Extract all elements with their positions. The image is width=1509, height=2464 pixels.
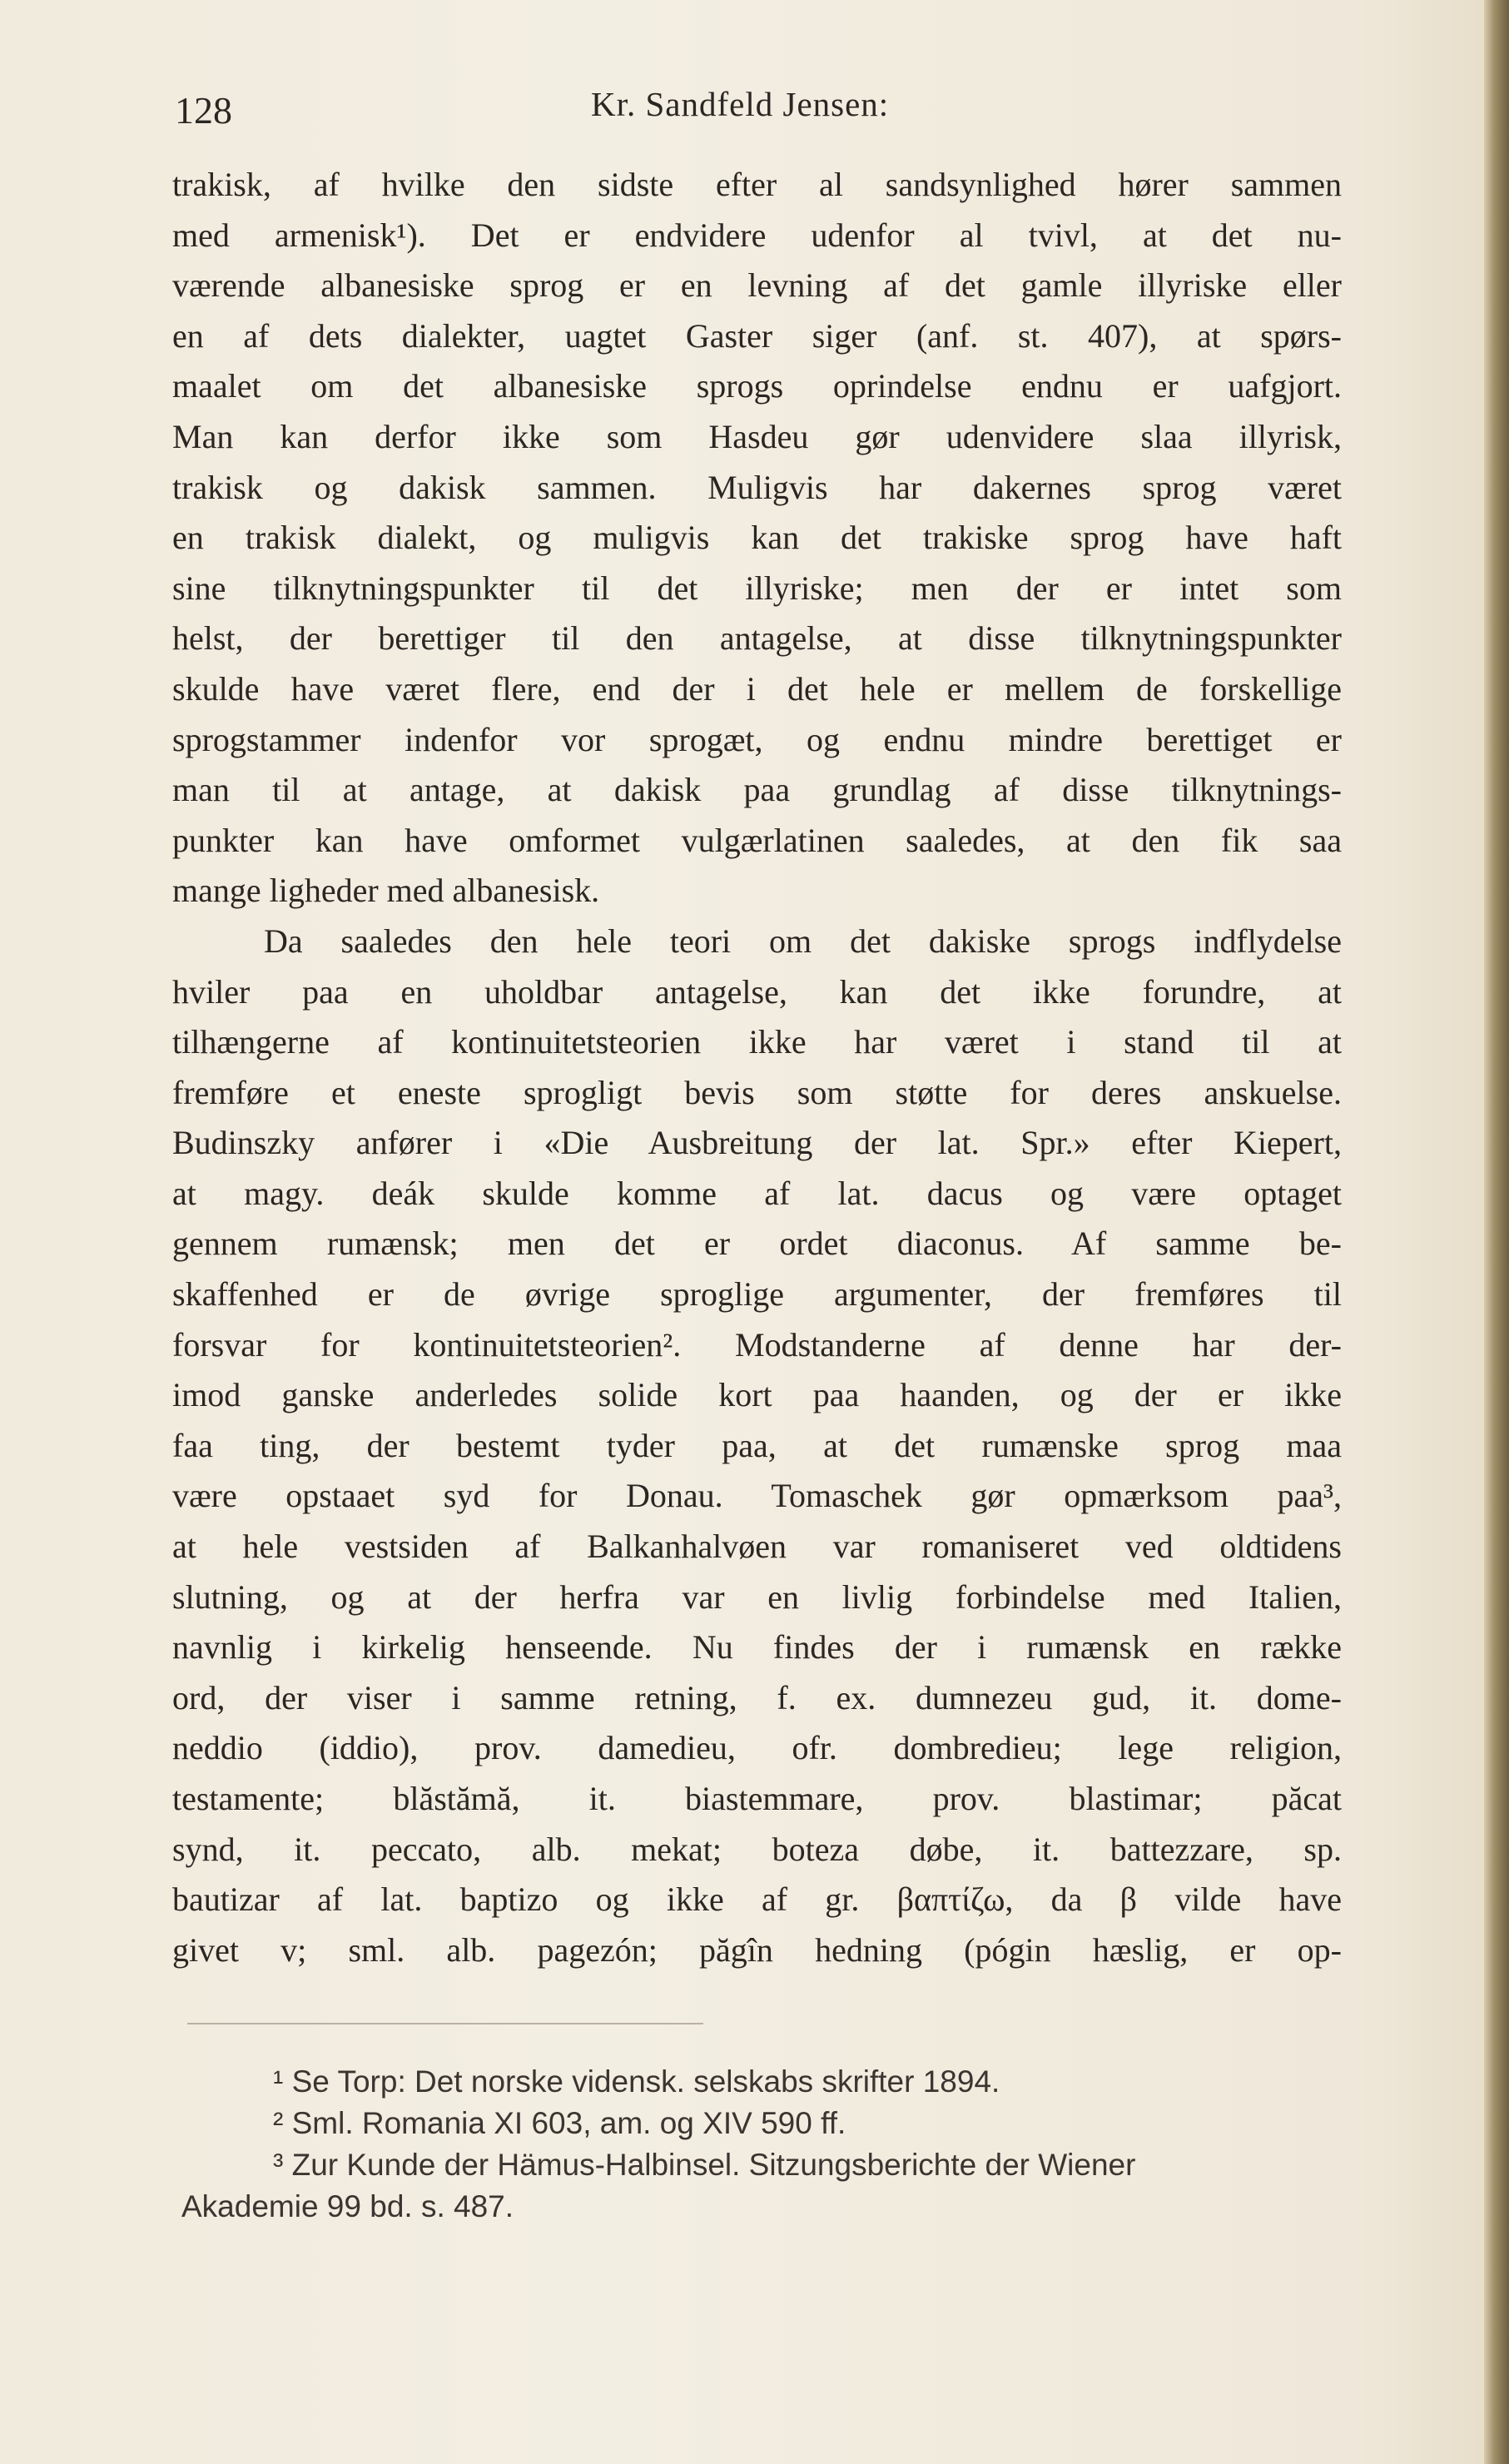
text-line: slutning, og at der herfra var en livlig forbindelse med Italien,	[172, 1577, 1342, 1616]
body-text	[172, 160, 1342, 1975]
text-line: fremføre et eneste sprogligt bevis som støtte for deres anskuelse.	[172, 1073, 1342, 1111]
text-line: mange ligheder med albanesisk.	[172, 872, 600, 910]
text-line: Man kan derfor ikke som Hasdeu gør udenvidere slaa illyrisk,	[172, 417, 1342, 455]
text-line: punkter kan have omformet vulgærlatinen saaledes, at den fik saa	[172, 821, 1342, 859]
text-line: en af dets dialekter, uagtet Gaster siger (anf. st. 407), at spørs-	[172, 316, 1342, 355]
text-line: man til at antage, at dakisk paa grundlag af disse tilknytnings-	[172, 771, 1342, 809]
text-line: at magy. deák skulde komme af lat. dacus og være optaget	[172, 1174, 1342, 1212]
page-number: 128	[175, 89, 232, 132]
text-line: ord, der viser i samme retning, f. ex. dumnezeu gud, it. dome-	[172, 1678, 1342, 1716]
text-line: trakisk og dakisk sammen. Muligvis har dakernes sprog været	[172, 468, 1342, 506]
text-line: hviler paa en uholdbar antagelse, kan det ikke forundre, at	[172, 972, 1342, 1011]
text-line: bautizar af lat. baptizo og ikke af gr. βαπτίζω, da β vilde have	[172, 1880, 1343, 1919]
text-line: sine tilknytningspunkter til det illyriske; men der er intet som	[172, 569, 1342, 607]
text-line: gennem rumænsk; men det er ordet diaconus. Af samme be-	[172, 1225, 1342, 1263]
text-line: imod ganske anderledes solide kort paa haanden, og der er ikke	[172, 1376, 1342, 1414]
text-line: Budinszky anfører i «Die Ausbreitung der lat. Spr.» efter Kiepert,	[172, 1124, 1342, 1162]
text-line: testamente; blăstămă, it. biastemmare, prov. blastimar; păcat	[172, 1780, 1342, 1817]
text-line: neddio (iddio), prov. damedieu, ofr. dombredieu; lege religion,	[172, 1729, 1342, 1767]
running-head: Kr. Sandfeld Jensen:	[591, 85, 890, 123]
footnote: ² Sml. Romania XI 603, am. og XIV 590 ff.	[273, 2106, 846, 2140]
text-line: faa ting, der bestemt tyder paa, at det rumænske sprog maa	[172, 1426, 1342, 1464]
page-header	[175, 75, 1340, 133]
footnote-continuation: Akademie 99 bd. s. 487.	[181, 2189, 514, 2223]
text-line: synd, it. peccato, alb. mekat; boteza døbe, it. battezzare, sp.	[172, 1830, 1342, 1868]
text-line: trakisk, af hvilke den sidste efter al sandsynlighed hører sammen	[172, 166, 1342, 203]
text-line: forsvar for kontinuitetsteorien². Modstanderne af denne har der-	[172, 1325, 1342, 1364]
text-line: Da saaledes den hele teori om det dakiske sprogs indflydelse	[264, 922, 1342, 960]
page-binding-edge	[1484, 0, 1509, 2464]
text-line: være opstaaet syd for Donau. Tomaschek gør opmærksom paa³,	[172, 1477, 1342, 1515]
text-line: givet v; sml. alb. pagezón; păgîn hedning (pógin hæslig, er op-	[172, 1930, 1342, 1969]
text-line: skaffenhed er de øvrige sproglige argumenter, der fremføres til	[172, 1275, 1342, 1314]
text-line: maalet om det albanesiske sprogs oprindelse endnu er uafgjort.	[172, 367, 1342, 405]
text-line: at hele vestsiden af Balkanhalvøen var romaniseret ved oldtidens	[172, 1528, 1342, 1566]
footnote: ¹ Se Torp: Det norske vidensk. selskabs skrifter 1894.	[273, 2064, 1000, 2099]
text-line: sprogstammer indenfor vor sprogæt, og endnu mindre berettiget er	[172, 720, 1342, 758]
text-line: med armenisk¹). Det er endvidere udenfor al tvivl, at det nu-	[172, 216, 1342, 254]
text-line: værende albanesiske sprog er en levning af det gamle illyriske eller	[172, 266, 1342, 305]
text-line: en trakisk dialekt, og muligvis kan det trakiske sprog have haft	[172, 519, 1342, 557]
footnote-divider	[187, 2023, 703, 2024]
text-line: tilhængerne af kontinuitetsteorien ikke har været i stand til at	[172, 1023, 1342, 1061]
footnotes	[181, 2061, 1347, 2228]
text-line: skulde have været flere, end der i det hele er mellem de forskellige	[172, 669, 1342, 708]
text-line: navnlig i kirkelig henseende. Nu findes der i rumænsk en række	[172, 1628, 1342, 1667]
footnote: ³ Zur Kunde der Hämus-Halbinsel. Sitzungsberichte der Wiener	[273, 2148, 1136, 2182]
text-line: helst, der berettiger til den antagelse, at disse tilknytningspunkter	[172, 619, 1342, 658]
